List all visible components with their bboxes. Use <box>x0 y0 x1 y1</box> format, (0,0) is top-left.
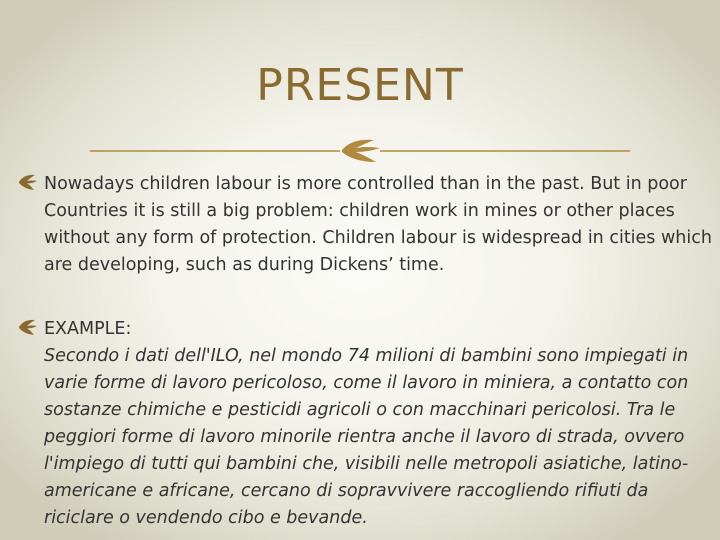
bullet-text: Nowadays children labour is more controlled than in the past. But in poor Countries it is still a big problem: children work in mines or other places without any form of protection. Children labour is widespread in cities which are developing, such as during Dickens’ time. <box>44 174 712 275</box>
title-divider <box>90 136 630 166</box>
bullet-item <box>18 316 712 532</box>
example-label: EXAMPLE: <box>44 319 132 339</box>
bullet-item <box>18 171 712 279</box>
fleuron-bullet-icon <box>18 173 38 191</box>
ornament-icon <box>342 140 380 162</box>
fleuron-bullet-icon <box>18 318 38 336</box>
slide-title: PRESENT <box>256 60 464 111</box>
example-text: Secondo i dati dell'ILO, nel mondo 74 milioni di bambini sono impiegati in varie forme di lavoro pericoloso, come il lavoro in miniera, a contatto con sostanze chimiche e pesticidi agricoli o con macchinari pericolosi. Tra le peggiori forme di lavoro minorile rientra anche il lavoro di strada, ovvero l'impiego di tutti qui bambini che, visibili nelle metropoli asiatiche, latino-americane e africane, cercano di sopravvivere raccogliendo rifiuti da riciclare o vendendo cibo e bevande. <box>44 346 689 528</box>
